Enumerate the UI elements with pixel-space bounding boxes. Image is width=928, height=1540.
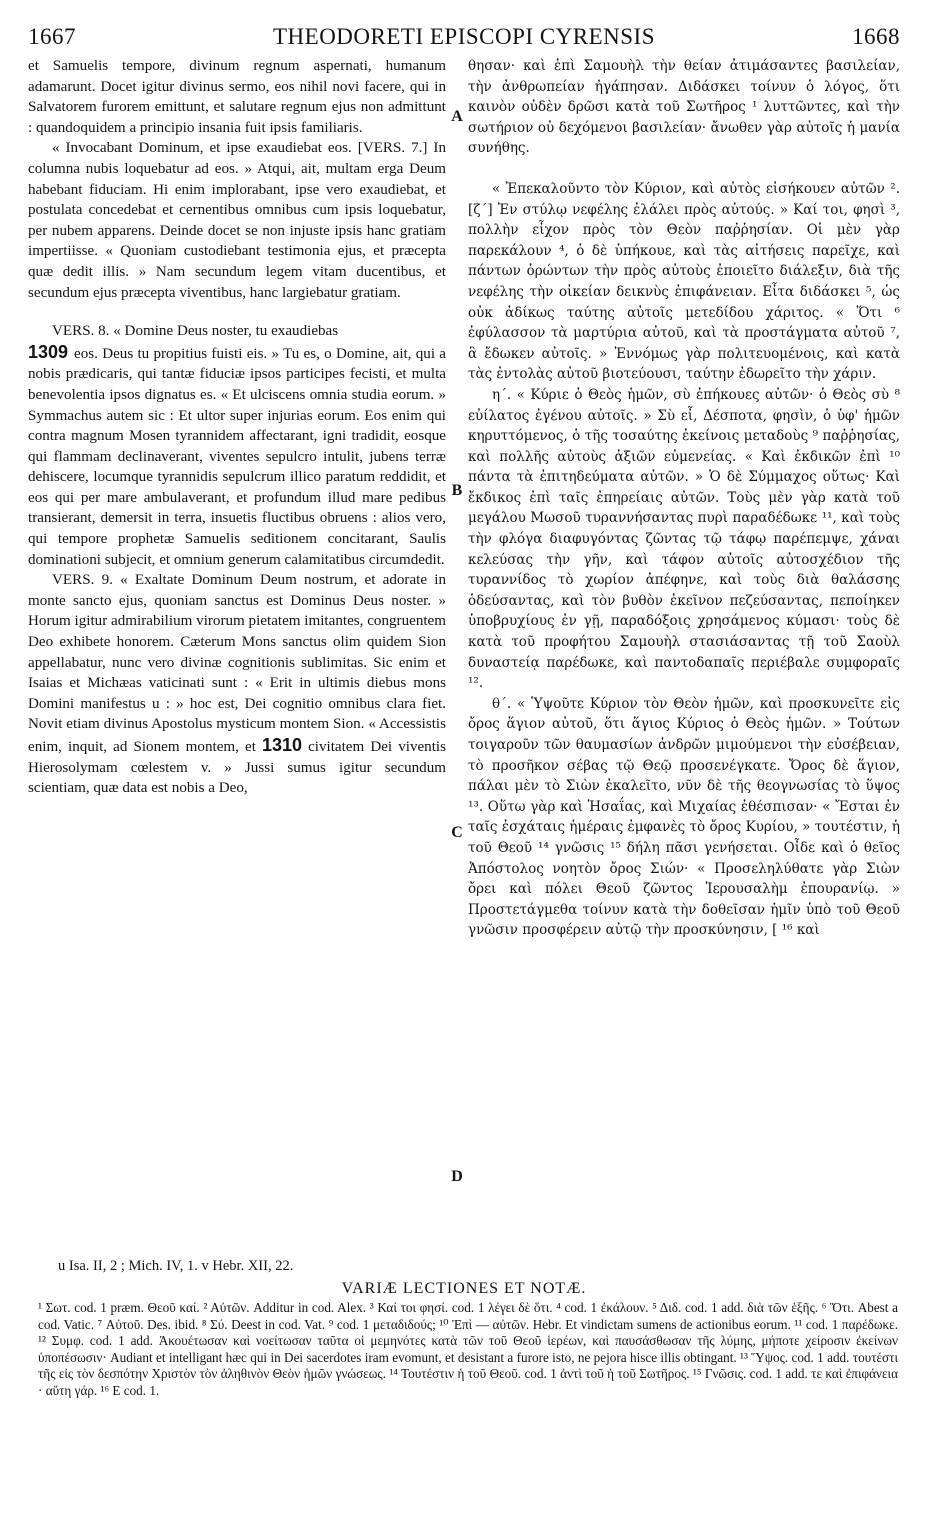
greek-paragraph: θ΄. « Ὑψοῦτε Κύριον τὸν Θεὸν ἡμῶν, καὶ προσκυνεῖτε εἰς ὄρος ἅγιον αὐτοῦ, ὅτι ἅγιος Κύριος ὁ Θεὸς ἡμῶν. » Τούτων τοιγαροῦν τῶν θαυμασίων ἀνδρῶν μιμούμενοι τὴν εὐσέβειαν, τὸ προσῆκον σέβας τῷ Θεῷ προσενέγκατε. Ὄρος δὲ ἅγιον, πάλαι μὲν τὸ Σιὼν ἐκαλεῖτο, νῦν δὲ τῆς θεογνωσίας τὸ ὕψος ¹³. Οὕτω γὰρ καὶ Ἡσαΐας, καὶ Μιχαίας ἐθέσπισαν· « Ἔσται ἐν ταῖς ἐσχάταις ἡμέραις ἐμφανὲς τὸ ὄρος Κυρίου, » τουτέστιν, ἡ τοῦ Θεοῦ ¹⁴ γνῶσις ¹⁵ δήλη πᾶσι γενήσεται. Οἶδε καὶ ὁ θεῖος Ἀπόστολος νοητὸν ὄρος Σιών· « Προσεληλύθατε γὰρ Σιὼν ὄρει καὶ πόλει Θεοῦ ζῶντος Ἱερουσαλὴμ ἐπουρανίῳ. » Προστετάγμεθα τοίνυν κατὰ τὴν δοθεῖσαν ἡμῖν ὑπὸ τοῦ Θεοῦ γνῶσιν προσφέρειν αὐτῷ τὴν προσκύνησιν, [ ¹⁶ καὶ (468, 695, 900, 939)
latin-paragraph: et Samuelis tempore, divinum regnum aspernati, humanum adamarunt. Docet igitur divinus sermo, eos nihil novi facere, qui in Salvatorem furorem emittunt, et salutare regnum ejus non admittunt : quandoquidem a principio insania fuit ipsis familiaris. (28, 58, 446, 136)
greek-paragraph: « Ἐπεκαλοῦντο τὸν Κύριον, καὶ αὐτὸς εἰσήκουεν αὐτῶν ². [ζ΄] Ἐν στύλῳ νεφέλης ἐλάλει πρὸς αὐτούς. » Καί τοι, φησὶ ³, πολλὴν εἶχον πρὸς τὸν Θεὸν παῤῥησίαν. Οἱ μὲν γὰρ παρεκάλουν ⁴, ὁ δὲ ὑπήκουε, καὶ τὰς αἰτήσεις παρεῖχε, καὶ πάντων ὁρώντων τὴν πρὸς αὐτοὺς ἐποιεῖτο διάλεξιν, διὰ τῆς νεφέλης τὴν οἰκείαν δεικνὺς ἐπιφάνειαν. Εἶτα διδάσκει ⁵, ὡς οὐκ ἀδίκως ταύτης αὐτοῖς μετεδίδου χάριτος. « Ὅτι ⁶ ἐφύλασσον τὰ μαρτύρια αὐτοῦ, καὶ τὰ προστάγματα αὐτοῦ ⁷, ἃ ἔδωκεν αὐτοῖς. » Ἐννόμως γὰρ πολιτευομένοις, καὶ κατὰ τὰς ἐντολὰς αὐτοῦ βιοτεύουσι, ταύτην ἐδωρεῖτο τὴν χάριν. (468, 180, 900, 383)
section-marker-b: B (451, 482, 463, 499)
verse-text: civitatem Dei viventis Hierosolymam cœlestem v. » Jussi sumus igitur secundum scientiam, quæ data est nobis a Deo, (28, 739, 446, 797)
latin-paragraph (28, 570, 446, 799)
verse-text: eos. Deus tu propitius fuisti eis. » Tu es, o Domine, ait, qui a nobis prædicaris, qui tantæ fiduciæ ipsos participes fecisti, et multa benevolentia ipsos dignatus es. « Et ulciscens omnia studia eorum. » Symmachus autem sic : Et ultor super injurias eorum. Eos enim qui contra magnum Mosen tyrannidem affectarant, igni tradidit, eosque qui flammam declinaverant, viventes sepulcro intulit, jubens terræ dehiscere, locumque tyrannidis sepulcrum illico paratum reddidit, et eos qui per mare ambulaverant, et profundum illud mare pedibus transierant, demersit in terra, insuetis fluctibus obruens : alios vero, qui tempore prophetæ Samuelis seditionem concitarant, Saulis dominationi subjecit, et omnium generum calamitatibus circumdedit. (28, 345, 446, 568)
latin-paragraph (28, 321, 446, 570)
section-marker-d: D (451, 1168, 463, 1185)
verse-text: VERS. 9. « Exaltate Dominum Deum nostrum, et adorate in monte sancto ejus, quoniam sanctus est Dominus Deus noster. » Horum igitur admirabilium virorum pietatem imitantes, congruentem Deo exhibete honorem. Cæterum Mons sanctus olim quidem Sion appellabatur, nunc vero divinæ cognitionis sublimitas. Sic enim et Isaias et Michæas vaticinati sunt : « Erit in ultimis diebus mons Domini manifestus u : » hoc est, Dei cognitio omnibus clara fiet. Novit etiam divinus Apostolus mysticum montem Sion. « Accessistis enim, inquit, ad Sionem montem, et (28, 572, 446, 755)
column-number: 1310 (262, 735, 303, 755)
latin-column (28, 56, 446, 799)
section-marker-a: A (451, 108, 463, 125)
notes-heading: VARIÆ LECTIONES ET NOTÆ. (341, 1280, 587, 1297)
page-number-left: 1667 (28, 24, 76, 49)
running-header (28, 18, 900, 56)
greek-column (468, 56, 900, 941)
scripture-references: u Isa. II, 2 ; Mich. IV, 1. v Hebr. XII, 22. (58, 1258, 294, 1274)
variant-readings: ¹ Σωτ. cod. 1 præm. Θεοῦ καί. ² Αὐτῶν. Additur in cod. Alex. ³ Καί τοι φησί. cod. 1 λέγει δὲ ὅτι. ⁴ cod. 1 ἐκάλουν. ⁵ Διδ. cod. 1 add. διὰ τῶν ἑξῆς. ⁶ Ὅτι. Abest a cod. Vatic. ⁷ Αὐτοῦ. Des. ibid. ⁸ Σύ. Deest in cod. Vat. ⁹ cod. 1 μεταδιδούς; ¹⁰ Ἐπὶ — αὐτῶν. Hebr. Et vindictam sumens de actionibus eorum. ¹¹ cod. 1 παρέδωκε. ¹² Συμφ. cod. 1 add. Ἀκουέτωσαν καὶ νοείτωσαν ταῦτα οἱ μεμηνότες κατὰ τῶν τοῦ Θεοῦ ἱερέων, καὶ παυσάσθωσαν τῆς λύμης, μήποτε χείροσιν ἐκείνων ὑποπέσωσιν· Audiant et intelligant hæc qui in Dei sacerdotes iram evomunt, et desistant a furore isto, ne pejora hisce illis obtingant. ¹³ Ὕψος. cod. 1 add. τουτέστι τῆς εἰς τὸν δεσπότην Χριστὸν τὸν ἀληθινὸν Θεὸν ἡμῶν γνώσεως. ¹⁴ Τουτέστιν ἡ τοῦ Θεοῦ. cod. 1 ἀντὶ τοῦ ἡ τοῦ Σωτῆρος. ¹⁵ Γνῶσις. cod. 1 add. τε καὶ ἐπιφάνεια · αὕτη γάρ. ¹⁶ E cod. 1. (38, 1300, 898, 1398)
page (28, 18, 900, 1398)
section-marker-c: C (451, 824, 463, 841)
greek-paragraph: η΄. « Κύριε ὁ Θεὸς ἡμῶν, σὺ ἐπήκουες αὐτῶν· ὁ Θεὸς σὺ ⁸ εὐίλατος ἐγένου αὐτοῖς. » Σὺ εἶ, Δέσποτα, φησὶν, ὁ ὑφ' ἡμῶν κηρυττόμενος, ὁ τῆς τοσαύτης ἐκείνοις μεταδοὺς ⁹ παῤῥησίας, καὶ πολλῆς αὐτοὺς ἀξιῶν εὐμενείας. « Καὶ ἐκδικῶν ἐπὶ ¹⁰ πάντα τὰ ἐπιτηδεύματα αὐτῶν. » Ὁ δὲ Σύμμαχος οὕτως· Καὶ ἔκδικος ἐπὶ ταῖς ἐπηρείαις αὐτῶν. Τοὺς μὲν γὰρ κατὰ τοῦ μεγάλου Μωσοῦ τυραννήσαντας πυρὶ παραδέδωκε ¹¹, καὶ τοὺς τὴν φλόγα διαφυγόντας ζῶντας τῷ τάφῳ παρέπεμψε, χάναι κελεύσας τὴν γῆν, καὶ τάφον αὐτοῖς αὐτοσχέδιον τῆς τυραννίδος τὸ χωρίον ἀπέφηνε, καὶ τοὺς διὰ θαλάσσης ὁδεύσαντας, καὶ τὸν βυθὸν ἐκεῖνον πεζεύσαντας, πεποίηκεν ὑποβρυχίους ἐν γῇ, παραδόξοις χρησάμενος κύμασι· τοὺς δὲ κατὰ τοῦ προφήτου Σαμουὴλ στασιάσαντας τῇ τοῦ Σαοὺλ δυναστείᾳ παρέδωκε, καὶ παντοδαπαῖς περιέβαλε συμφοραῖς ¹². (468, 386, 900, 692)
verse-line: VERS. 8. « Domine Deus noster, tu exaudiebas (52, 323, 339, 340)
greek-paragraph: θησαν· καὶ ἐπὶ Σαμουὴλ τὴν θείαν ἀτιμάσαντες βασιλείαν, τὴν ἀνθρωπείαν ἠγάπησαν. Διδάσκει τοίνυν ὁ λόγος, ὅτι καινὸν οὐδὲν δρῶσι κατὰ τοῦ Σωτῆρος ¹ λυττῶντες, καὶ τὴν σωτήριον οὐ δεχόμενοι βασιλείαν· ἄνωθεν γὰρ αὐτοῖς ἡ μανία συνήθης. (468, 58, 900, 157)
running-title: THEODORETI EPISCOPI CYRENSIS (272, 24, 656, 49)
page-number-right: 1668 (852, 24, 900, 49)
column-number: 1309 (28, 341, 69, 362)
latin-paragraph: « Invocabant Dominum, et ipse exaudiebat eos. [VERS. 7.] In columna nubis loquebatur ad eos. » Atqui, ait, multam erga Deum habebant fiduciam. Hi enim implorabant, ipse vero exaudiebat, et postulata concedebat et cernentibus omnibus cum ipsis loquebatur, per nubem apparens. Deinde docet se non injuste ipsis hanc gratiam impertiisse. « Quoniam custodiebant testimonia ejus, et præcepta quæ dedit illis. » Nam secundum legem vitam ducentibus, et secundum ejus præcepta viventibus, hanc largiebatur gratiam. (28, 140, 446, 301)
